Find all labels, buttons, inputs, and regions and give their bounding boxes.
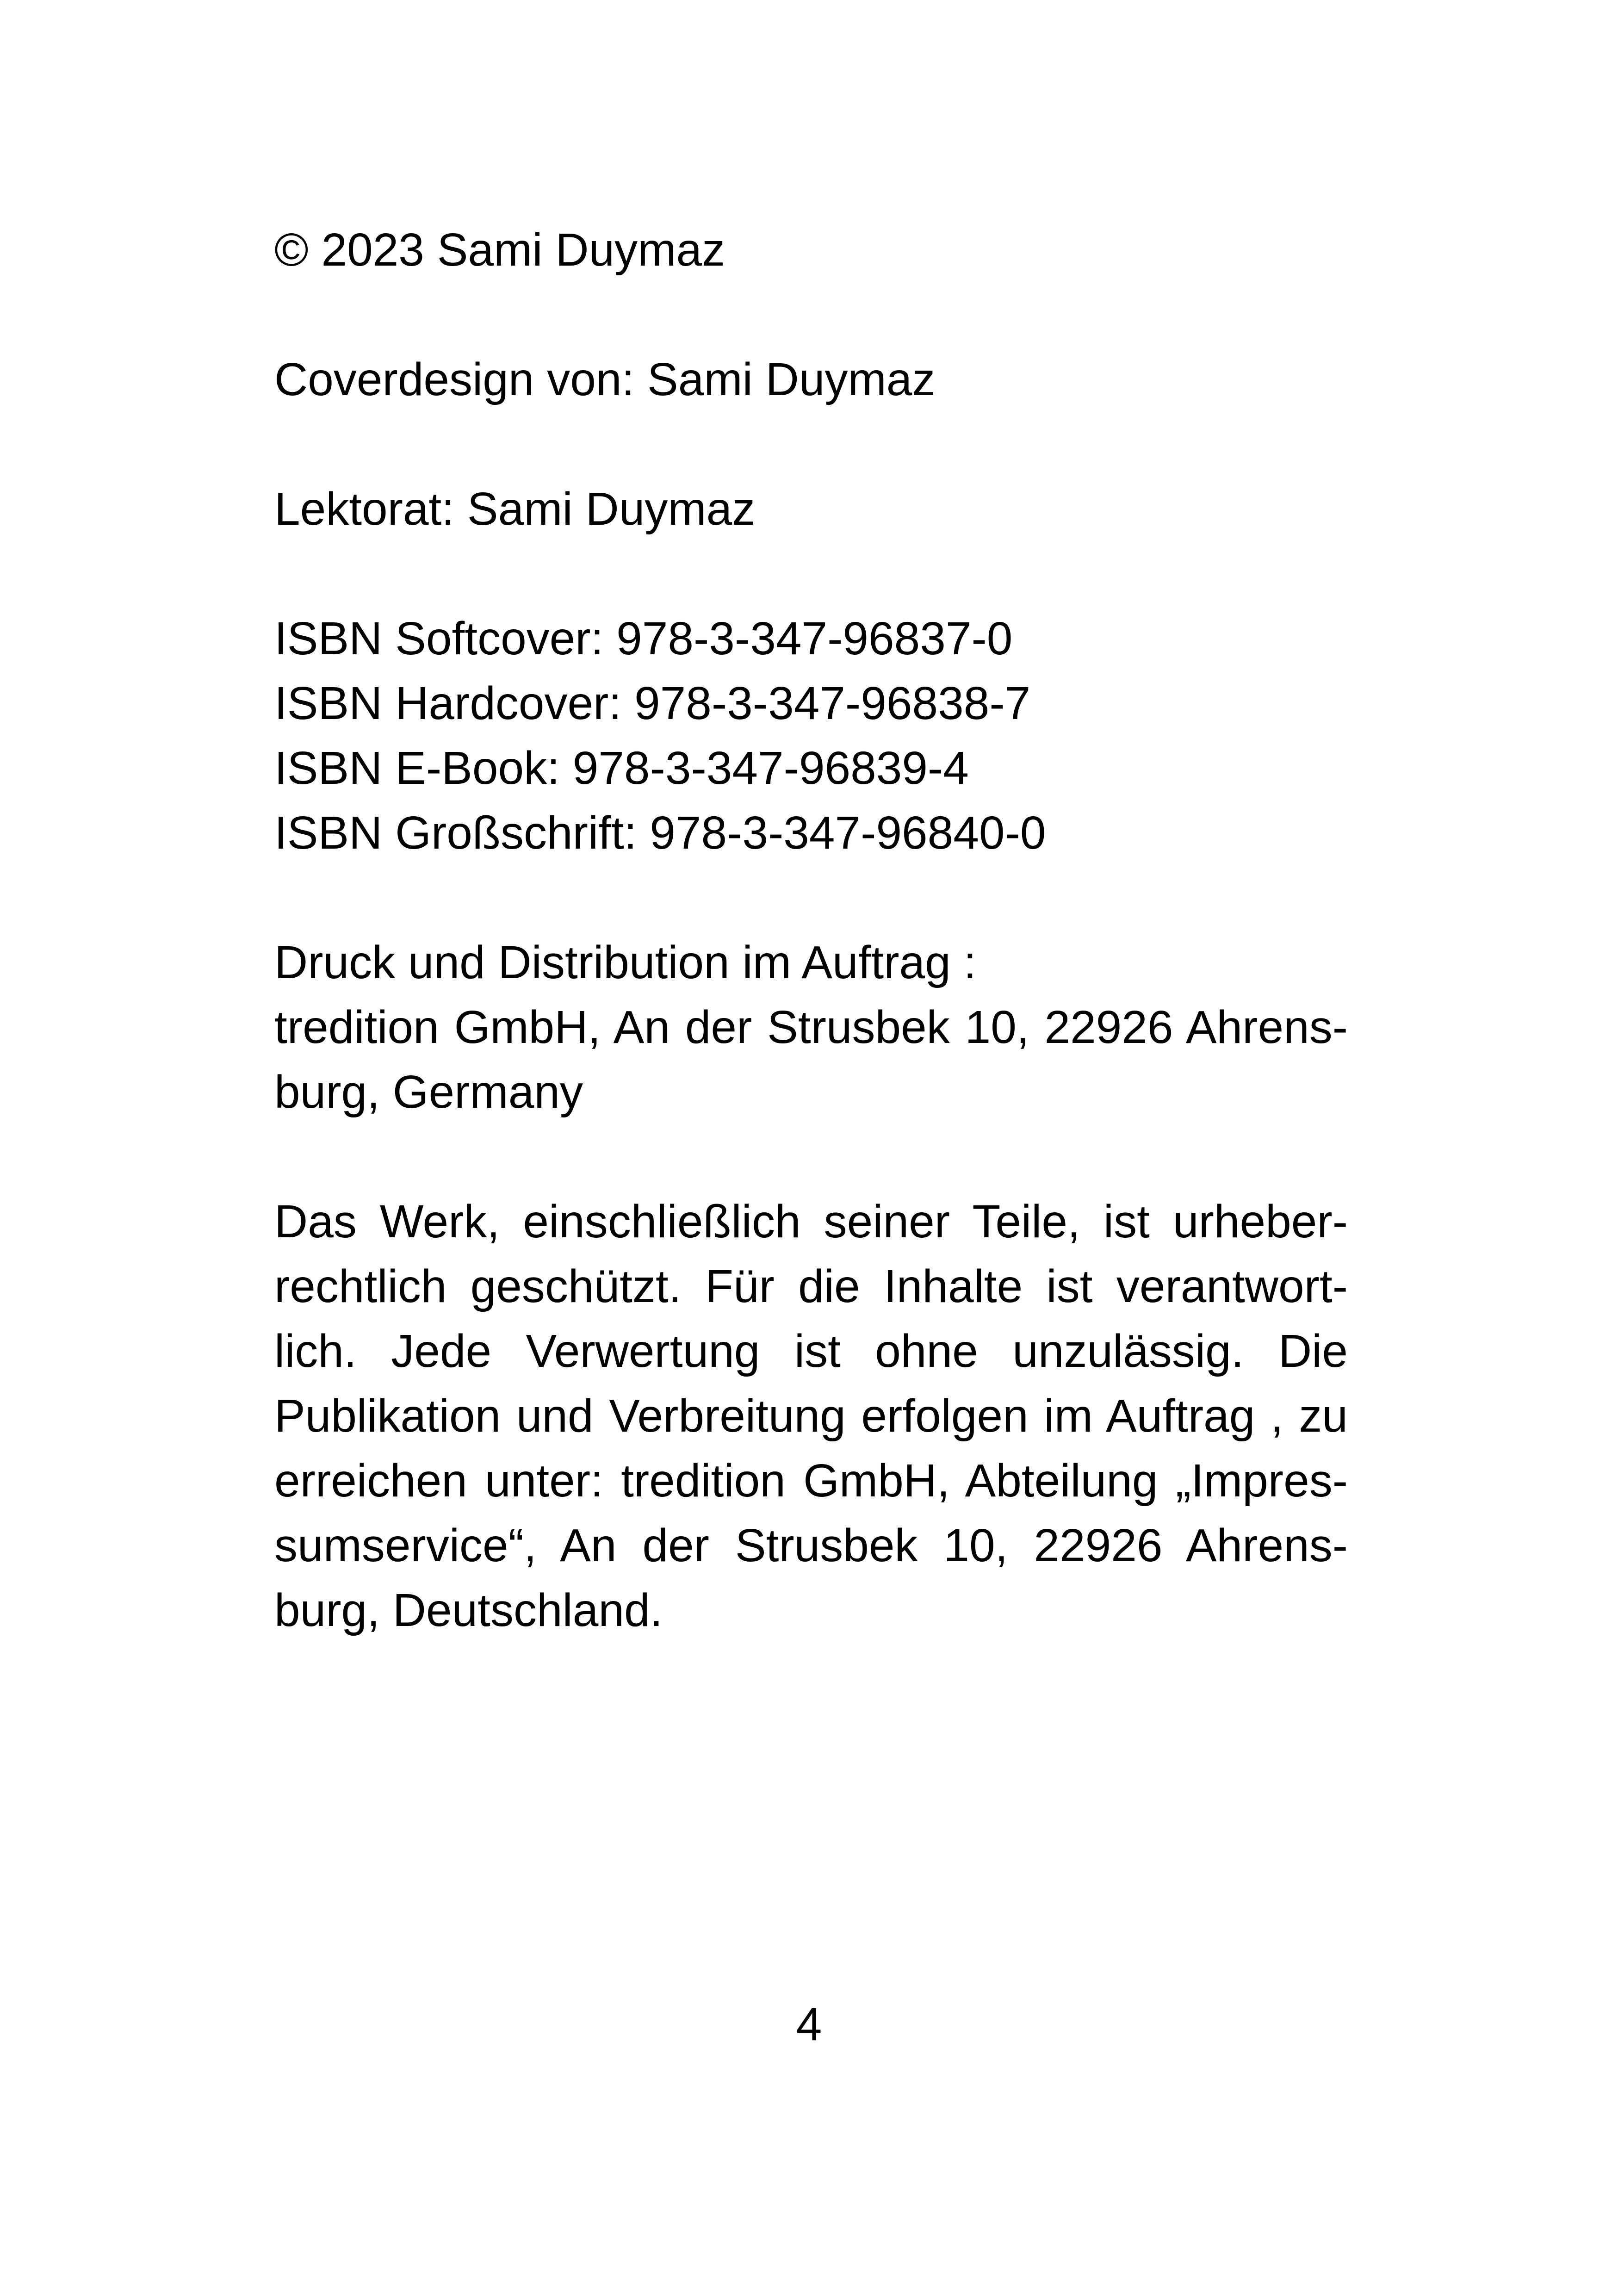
legal-notice-line: rechtlich geschützt. Für die Inhalte ist verantwort-: [274, 1260, 1348, 1312]
isbn-list: [274, 606, 1348, 865]
cover-design-line: Coverdesign von: Sami Duymaz: [274, 354, 936, 405]
copyright-line: © 2023 Sami Duymaz: [274, 224, 725, 276]
legal-notice-line: Das Werk, einschließlich seiner Teile, ist urheber-: [274, 1196, 1348, 1247]
isbn-hardcover: ISBN Hardcover: 978-3-347-96838-7: [274, 677, 1031, 729]
printing-info: [274, 930, 1348, 1124]
legal-notice-line: burg, Deutschland.: [274, 1584, 663, 1636]
legal-notice-line: sumservice“, An der Strusbek 10, 22926 Ahrens-: [274, 1520, 1348, 1571]
page-number: 4: [796, 1998, 822, 2050]
legal-notice: [274, 1189, 1348, 1643]
legal-notice-line: Publikation und Verbreitung erfolgen im Auftrag , zu: [274, 1390, 1348, 1442]
isbn-ebook: ISBN E-Book: 978-3-347-96839-4: [274, 742, 969, 794]
isbn-softcover: ISBN Softcover: 978-3-347-96837-0: [274, 613, 1013, 664]
legal-notice-line: lich. Jede Verwertung ist ohne unzulässig. Die: [274, 1325, 1348, 1377]
printing-line: burg, Germany: [274, 1066, 583, 1118]
legal-notice-line: erreichen unter: tredition GmbH, Abteilung „Impres-: [274, 1455, 1348, 1507]
editing-line: Lektorat: Sami Duymaz: [274, 483, 756, 535]
printing-line: tredition GmbH, An der Strusbek 10, 22926 Ahrens-: [274, 1001, 1348, 1053]
printing-line: Druck und Distribution im Auftrag :: [274, 937, 977, 988]
isbn-large-print: ISBN Großschrift: 978-3-347-96840-0: [274, 807, 1046, 859]
